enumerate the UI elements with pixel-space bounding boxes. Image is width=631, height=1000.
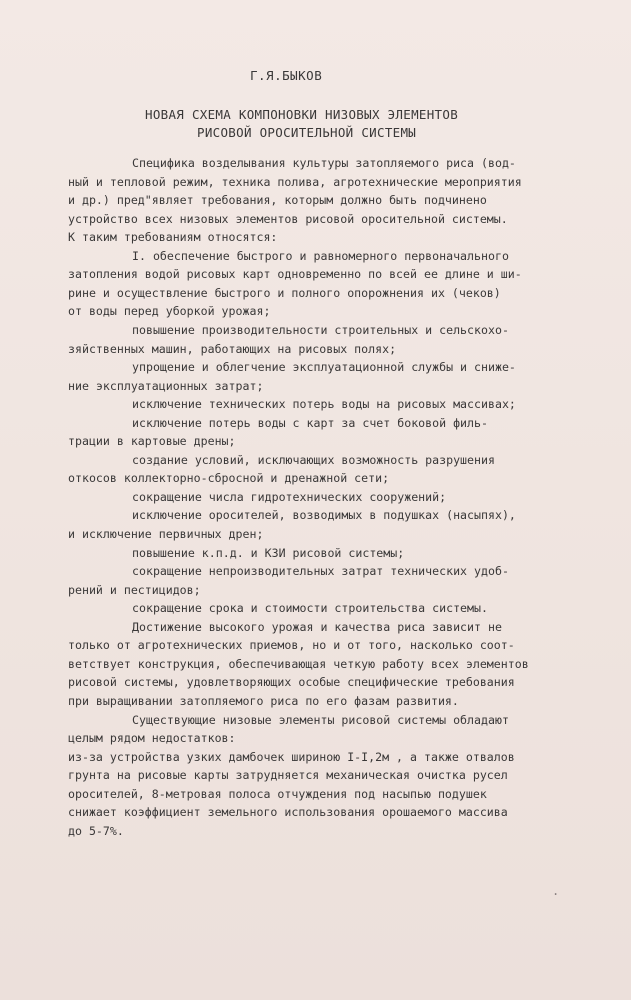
body-line: ный и тепловой режим, техника полива, агротехнические мероприятия <box>68 174 522 189</box>
body-line: рений и пестицидов; <box>68 582 201 597</box>
body-line: исключение технических потерь воды на рисовых массивах; <box>132 397 516 412</box>
body-line: К таким требованиям относятся: <box>68 230 278 245</box>
body-line: зяйственных машин, работающих на рисовых полях; <box>68 341 397 356</box>
body-line: при выращивании затопляемого риса по его фазам развития. <box>68 693 459 708</box>
title-line-2: РИСОВОЙ ОРОСИТЕЛЬНОЙ СИСТЕМЫ <box>197 125 417 140</box>
body-line: Специфика возделывания культуры затопляемого риса (вод- <box>132 156 516 170</box>
body-line: откосов коллекторно-сбросной и дренажной сети; <box>68 471 390 486</box>
title-line-1: НОВАЯ СХЕМА КОМПОНОВКИ НИЗОВЫХ ЭЛЕМЕНТОВ <box>145 107 459 122</box>
body-line: сокращение срока и стоимости строительства системы. <box>132 601 488 616</box>
body-line: повышение к.п.д. и КЗИ рисовой системы; <box>132 545 405 560</box>
body-line: рине и осуществление быстрого и полного опорожнения их (чеков) <box>68 285 501 300</box>
body-line: создание условий, исключающих возможность разрушения <box>132 452 495 467</box>
body-line: сокращение числа гидротехнических сооружений; <box>132 489 447 504</box>
body-line: от воды перед уборкой урожая; <box>68 304 271 319</box>
body-line: исключение оросителей, возводимых в подушках (насыпях), <box>132 508 516 523</box>
body-line: ветствует конструкция, обеспечивающая четкую работу всех элементов <box>68 656 529 671</box>
author-name: Г.Я.БЫКОВ <box>250 68 323 83</box>
body-line: до 5-7%. <box>68 823 124 838</box>
body-line: исключение потерь воды с карт за счет боковой филь- <box>132 415 488 430</box>
body-line: рисовой системы, удовлетворяющих особые специфические требования <box>68 675 515 690</box>
body-line: и исключение первичных дрен; <box>68 527 264 541</box>
body-line: ние эксплуатационных затрат; <box>68 378 264 393</box>
body-line: только от агротехнических приемов, но и от того, насколько соот- <box>68 638 515 653</box>
body-line: сокращение непроизводительных затрат технических удоб- <box>132 564 509 579</box>
body-line: снижает коэффициент земельного использования орошаемого массива <box>68 805 508 820</box>
body-line: повышение производительности строительных и сельскохо- <box>132 322 509 337</box>
body-line: трации в картовые дрены; <box>68 434 236 449</box>
body-line: целым рядом недостатков: <box>68 731 236 746</box>
body-line: Достижение высокого урожая и качества риса зависит не <box>132 619 502 634</box>
body-line: грунта на рисовые карты затрудняется механическая очистка русел <box>68 768 508 783</box>
body-line: Существующие низовые элементы рисовой системы обладают <box>132 712 509 727</box>
body-line: I. обеспечение быстрого и равномерного первоначального <box>132 248 509 263</box>
body-line: оросителей, 8-метровая полоса отчуждения под насыпью подушек <box>68 786 487 801</box>
body-line: затопления водой рисовых карт одновременно по всей ее длине и ши- <box>68 267 522 282</box>
body-line: из-за устройства узких дамбочек шириною I-I,2м , а также отвалов <box>68 749 515 764</box>
body-line: и др.) пред"являет требования, которым должно быть подчинено <box>68 193 487 208</box>
body-line: упрощение и облегчение эксплуатационной службы и сниже- <box>132 360 516 375</box>
body-line: устройство всех низовых элементов рисовой оросительной системы. <box>68 211 508 226</box>
margin-mark: . <box>552 884 560 898</box>
